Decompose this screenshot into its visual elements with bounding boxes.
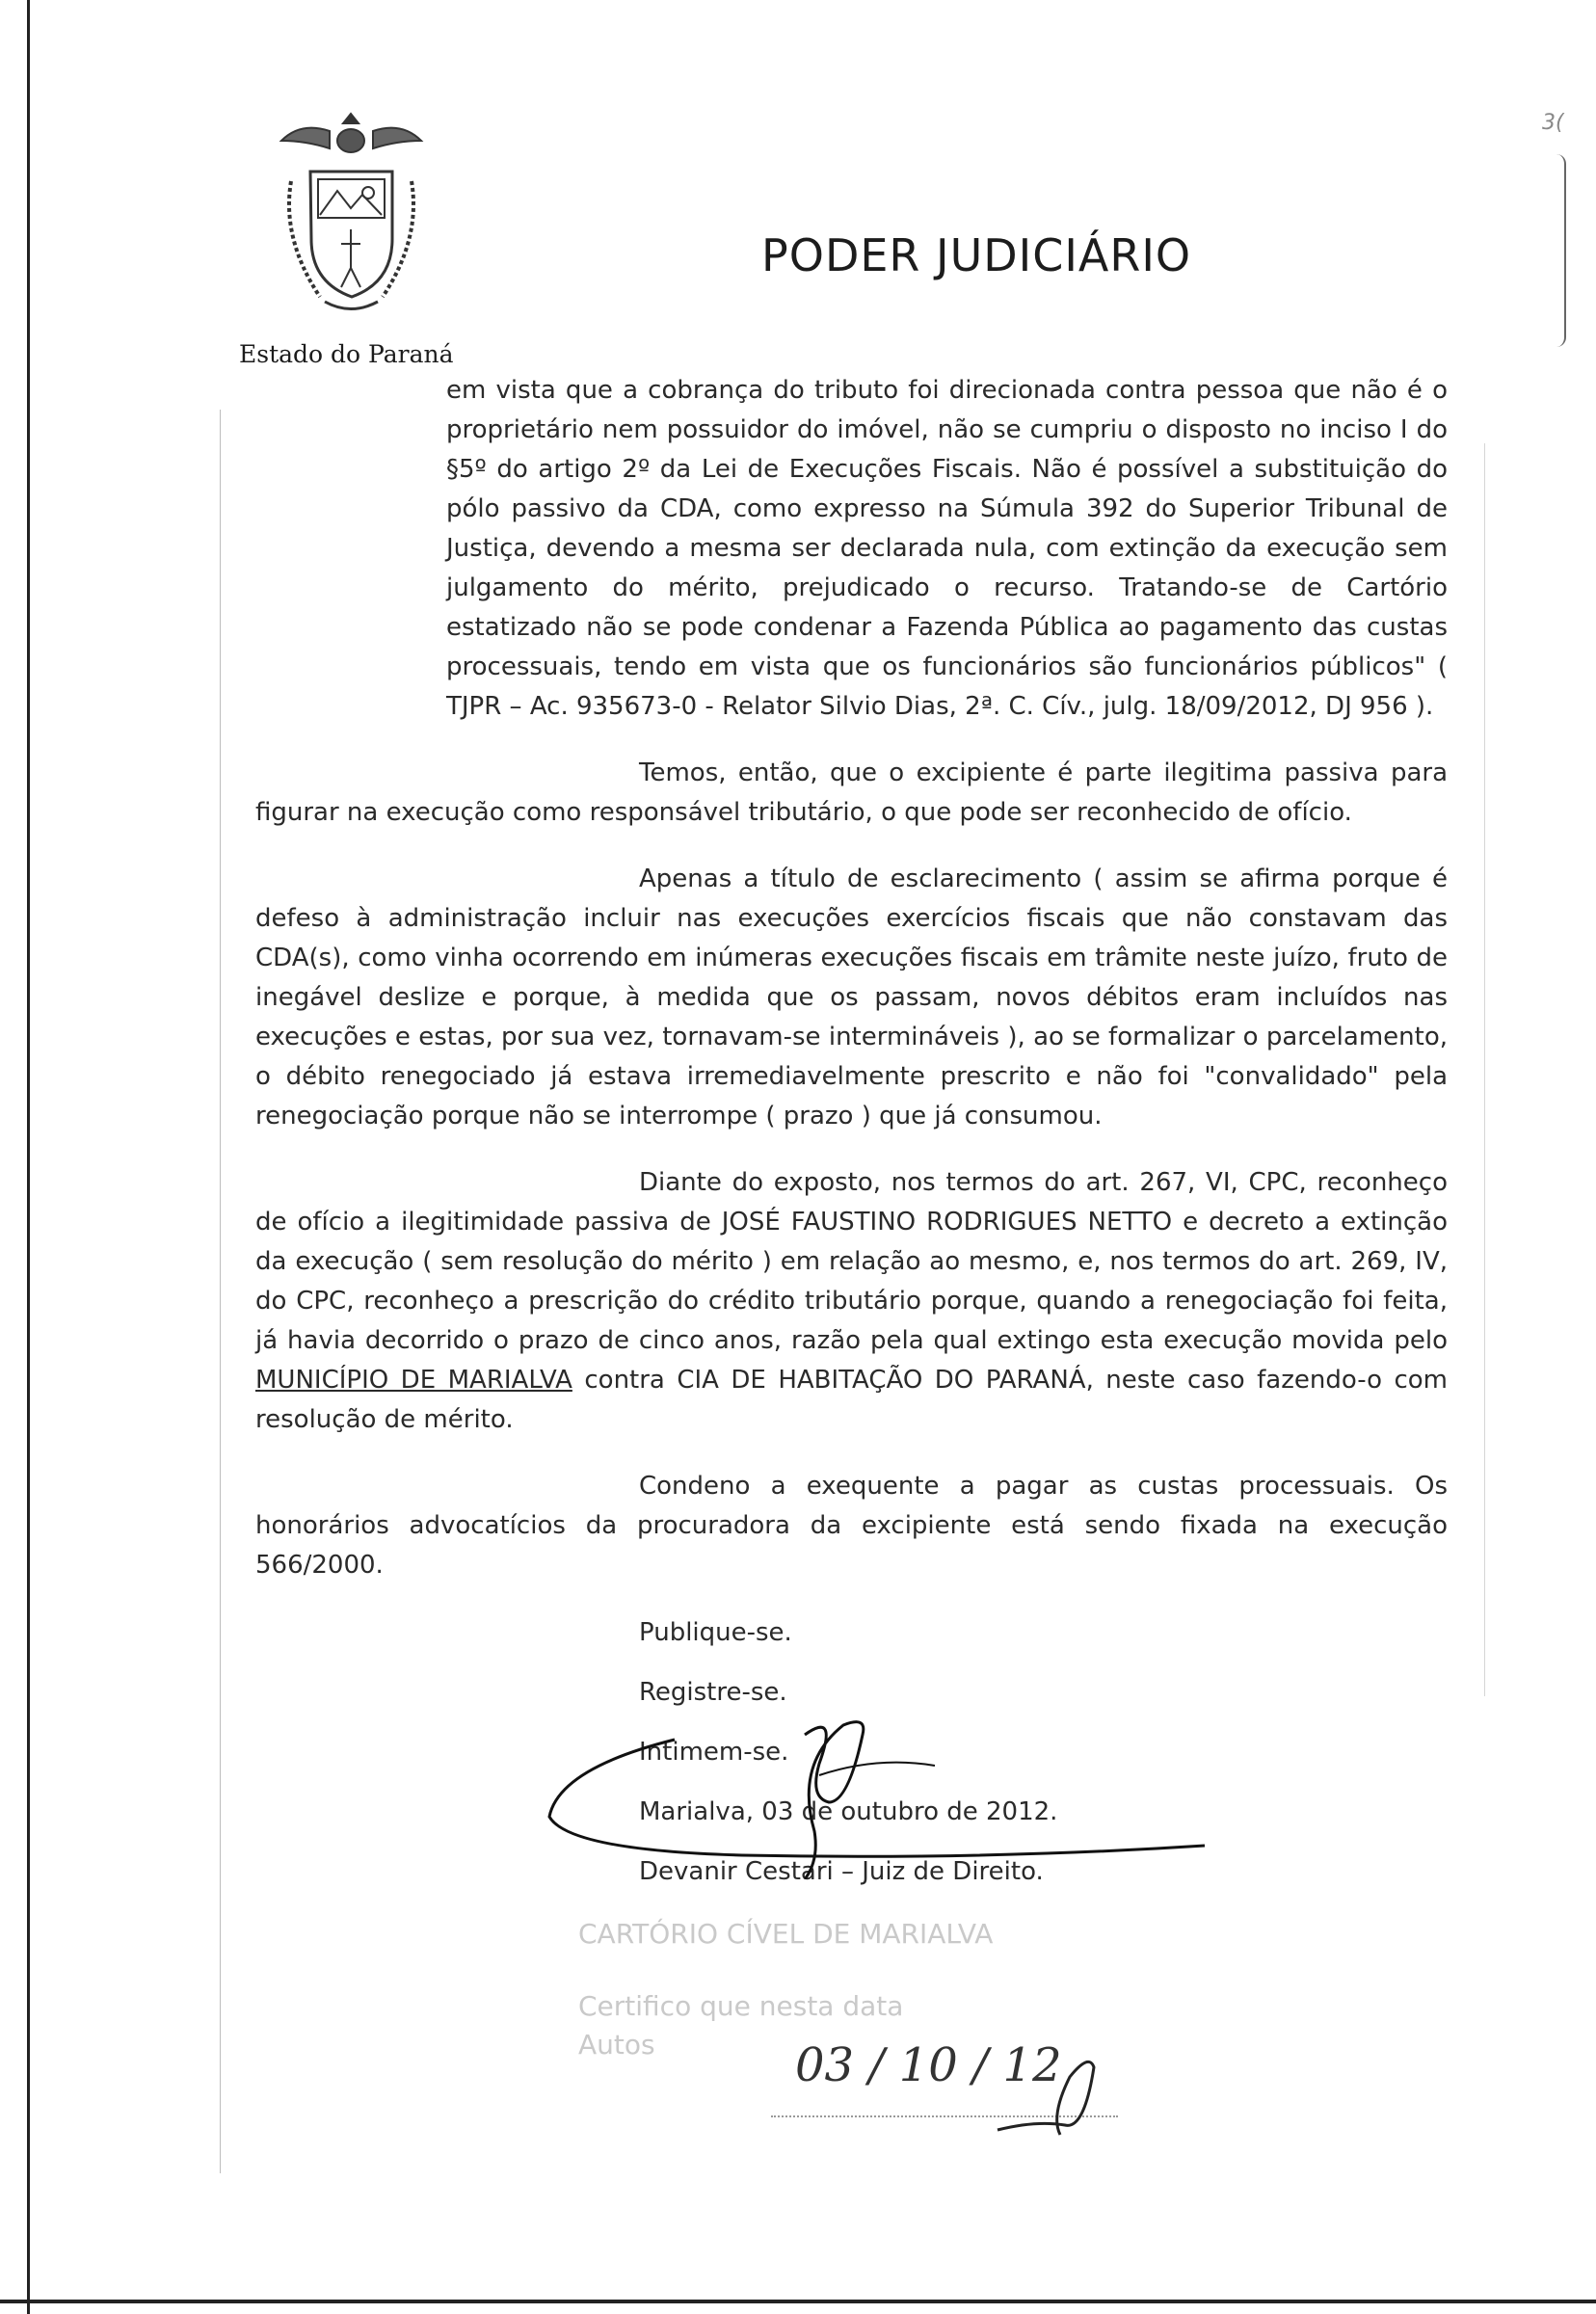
margin-bracket-mark: [1556, 154, 1566, 347]
registry-stamp: [578, 1918, 1137, 2140]
margin-line: [220, 410, 221, 2173]
parana-coat-of-arms-icon: [272, 104, 431, 326]
judge-signature: [540, 1716, 1214, 1879]
signer-line: Devanir Cestari – Juiz de Direito.: [639, 1857, 1044, 1886]
stamp-signature: [993, 2053, 1118, 2140]
stamp-line-3: Autos: [578, 2029, 655, 2061]
register-line: Registre-se.: [639, 1678, 787, 1707]
plaintiff-name: MUNICÍPIO DE MARIALVA: [255, 1366, 572, 1395]
paragraph-costs: Condeno a exequente a pagar as custas processuais. Os honorários advocatícios da procuradora da excipiente está sendo fixada na execução 566/2000.: [255, 1472, 1448, 1580]
publish-line: Publique-se.: [639, 1618, 792, 1647]
paragraph-quote-continuation: em vista que a cobrança do tributo foi direcionada contra pessoa que não é o proprietário nem possuidor do imóvel, não se cumpriu o disposto no inciso I do §5º do artigo 2º da Lei de Execuções Fiscais. Não é possível a substituição do pólo passivo da CDA, como expresso na Súmula 392 do Superior Tribunal de Justiça, devendo a mesma ser declarada nula, com extinção da execução sem julgamento do mérito, prejudicado o recurso. Tratando-se de Cartório estatizado não se pode condenar a Fazenda Pública ao pagamento das custas processuais, tendo em vista que os funcionários são funcionários públicos" ( TJPR – Ac. 935673-0 - Relator Silvio Dias, 2ª. C. Cív., julg. 18/09/2012, DJ 956 ).: [446, 376, 1448, 721]
state-subtitle: Estado do Paraná: [239, 340, 454, 368]
paragraph-clarification: Apenas a título de esclarecimento ( assim se afirma porque é defeso à administração incluir nas execuções exercícios fiscais que não constavam das CDA(s), como vinha ocorrendo em inúmeras execuções fiscais em trâmite neste juízo, fruto de inegável deslize e porque, à medida que os passam, novos débitos eram incluídos nas execuções e estas, por sua vez, tornavam-se intermináveis ), ao se formalizar o parcelamento, o débito renegociado já estava irremediavelmente prescrito e não foi "convalidado" pela renegociação porque não se interrompe ( prazo ) que já consumou.: [255, 864, 1448, 1130]
paragraph-ruling: [255, 1163, 1448, 1440]
right-margin-line: [1484, 443, 1485, 1696]
stamp-date: 03 / 10 / 12: [795, 2038, 1062, 2092]
scan-edge-left: [27, 0, 30, 2314]
decision-body: [255, 371, 1448, 1585]
ruling-text-start: Diante do exposto, nos termos do art. 267, VI, CPC, reconheço de ofício a ilegitimidade passiva de JOSÉ FAUSTINO RODRIGUES NETTO e decreto a extinção da execução ( sem resolução do mérito ) em relação ao mesmo, e, nos termos do art. 269, IV, do CPC, reconheço a prescrição do crédito tributário porque, quando a renegociação foi feita, já havia decorrido o prazo de cinco anos, razão pela qual extingo esta execução movida pelo: [255, 1168, 1448, 1355]
place-date-line: Marialva, 03 de outubro de 2012.: [639, 1797, 1058, 1826]
scan-edge-bottom: [0, 2300, 1596, 2303]
page-title: PODER JUDICIÁRIO: [761, 229, 1192, 281]
stamp-line-2: Certifico que nesta data: [578, 1990, 904, 2022]
ruling-text-end: contra CIA DE HABITAÇÃO DO PARANÁ, neste caso fazendo-o com resolução de mérito.: [255, 1366, 1449, 1434]
paragraph-illegitimacy: Temos, então, que o excipiente é parte ilegitima passiva para figurar na execução como responsável tributário, o que pode ser reconhecido de ofício.: [255, 758, 1448, 827]
stamp-line-1: CARTÓRIO CÍVEL DE MARIALVA: [578, 1918, 994, 1950]
notify-line: Intimem-se.: [639, 1738, 789, 1767]
page-number-mark: 3(: [1542, 111, 1564, 135]
